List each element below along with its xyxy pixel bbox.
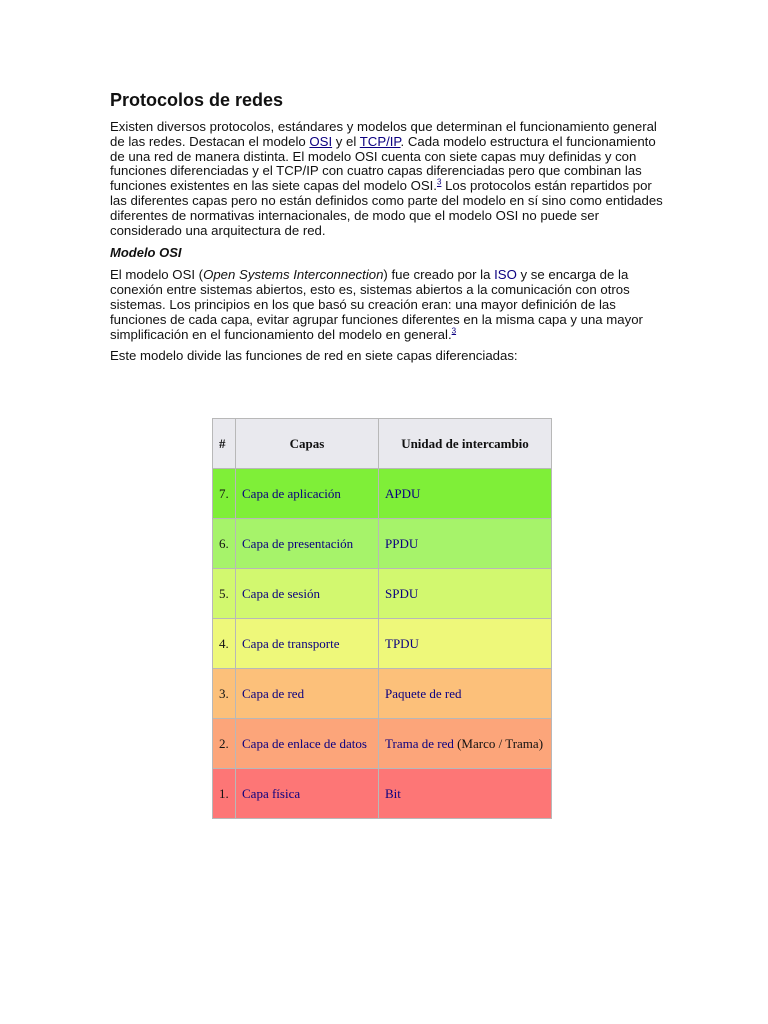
exchange-unit[interactable] xyxy=(379,769,552,819)
exchange-unit[interactable] xyxy=(379,569,552,619)
iso-link[interactable]: ISO xyxy=(494,267,517,283)
osi-text-1: El modelo OSI ( xyxy=(110,267,204,283)
exchange-unit-link[interactable]: SPDU xyxy=(385,585,419,601)
reference-link-3[interactable]: 3 xyxy=(436,177,442,187)
layer-name-link[interactable]: Capa de red xyxy=(236,669,379,719)
header-number: # xyxy=(213,419,236,469)
page-title: Protocolos de redes xyxy=(110,90,284,110)
intro-text-3: . Cada modelo estructura el funcionamiento de una red de manera distinta. El modelo OSI cuenta con siete capas muy definidas y con funciones diferenciadas y el TCP/IP con cuatro capas diferenciadas pero que combinan las funciones existentes en las siete capas del modelo OSI. xyxy=(110,133,656,194)
intro-text-2: y el xyxy=(332,133,360,149)
table-row xyxy=(213,719,552,769)
table-row xyxy=(213,769,552,819)
exchange-unit-link[interactable]: PPDU xyxy=(385,535,419,551)
reference-3-b xyxy=(452,326,456,335)
exchange-unit-link[interactable]: APDU xyxy=(385,485,421,501)
table-row xyxy=(213,669,552,719)
exchange-unit[interactable] xyxy=(379,519,552,569)
exchange-unit[interactable] xyxy=(379,619,552,669)
layer-name-link[interactable]: Capa de aplicación xyxy=(236,469,379,519)
header-unit: Unidad de intercambio xyxy=(379,419,552,469)
exchange-unit-link[interactable]: TPDU xyxy=(385,635,419,651)
section-heading-osi: Modelo OSI xyxy=(110,245,182,261)
layer-number: 3. xyxy=(213,669,236,719)
divide-paragraph: Este modelo divide las funciones de red en siete capas diferenciadas: xyxy=(110,348,518,364)
exchange-unit-extra: (Marco / Trama) xyxy=(453,735,544,751)
osi-text-2: ) fue creado por la xyxy=(383,267,495,283)
article xyxy=(110,88,670,364)
layer-number: 4. xyxy=(213,619,236,669)
osi-layers-table xyxy=(212,418,552,819)
exchange-unit[interactable] xyxy=(379,469,552,519)
osi-italic-name: Open Systems Interconnection xyxy=(203,267,384,283)
osi-paragraph xyxy=(110,268,670,342)
layer-number: 1. xyxy=(213,769,236,819)
exchange-unit-link[interactable]: Bit xyxy=(385,785,401,801)
osi-text-3: y se encarga de la conexión entre sistemas abiertos, esto es, sistemas abiertos a la comunicación con otros sistemas. Los principios en los que basó su creación eran: una mayor definición de las funciones de cada capa, evitar agrupar funciones diferentes en la misma capa y una mayor simplificación en el funcionamiento del modelo en general. xyxy=(110,267,643,342)
table-row xyxy=(213,519,552,569)
exchange-unit[interactable] xyxy=(379,669,552,719)
layer-number: 7. xyxy=(213,469,236,519)
layer-number: 5. xyxy=(213,569,236,619)
layer-name-link[interactable]: Capa de sesión xyxy=(236,569,379,619)
table-row xyxy=(213,619,552,669)
reference-link-3-b[interactable]: 3 xyxy=(451,326,457,336)
table-row xyxy=(213,569,552,619)
table-body xyxy=(213,469,552,819)
header-layers: Capas xyxy=(236,419,379,469)
layer-number: 6. xyxy=(213,519,236,569)
layer-number: 2. xyxy=(213,719,236,769)
layer-name-link[interactable]: Capa física xyxy=(236,769,379,819)
exchange-unit-link[interactable]: Paquete de red xyxy=(385,685,462,701)
tcpip-link[interactable]: TCP/IP xyxy=(359,133,401,149)
intro-text-1: Existen diversos protocolos, estándares y modelos que determinan el funcionamiento general de las redes. Destacan el modelo xyxy=(110,119,657,149)
layer-name-link[interactable]: Capa de presentación xyxy=(236,519,379,569)
table-row xyxy=(213,469,552,519)
intro-text-4: Los protocolos están repartidos por las diferentes capas pero no están definidos como parte del modelo en sí sino como entidades diferentes de normativas internacionales, de modo que el modelo OSI no puede ser considerado una arquitectura de red. xyxy=(110,178,663,238)
layer-name-link[interactable]: Capa de transporte xyxy=(236,619,379,669)
layer-name-link[interactable]: Capa de enlace de datos xyxy=(236,719,379,769)
intro-paragraph xyxy=(110,120,670,238)
exchange-unit[interactable] xyxy=(379,719,552,769)
table-header-row xyxy=(213,419,552,469)
osi-link[interactable]: OSI xyxy=(309,133,333,149)
exchange-unit-link[interactable]: Trama de red xyxy=(385,735,454,751)
